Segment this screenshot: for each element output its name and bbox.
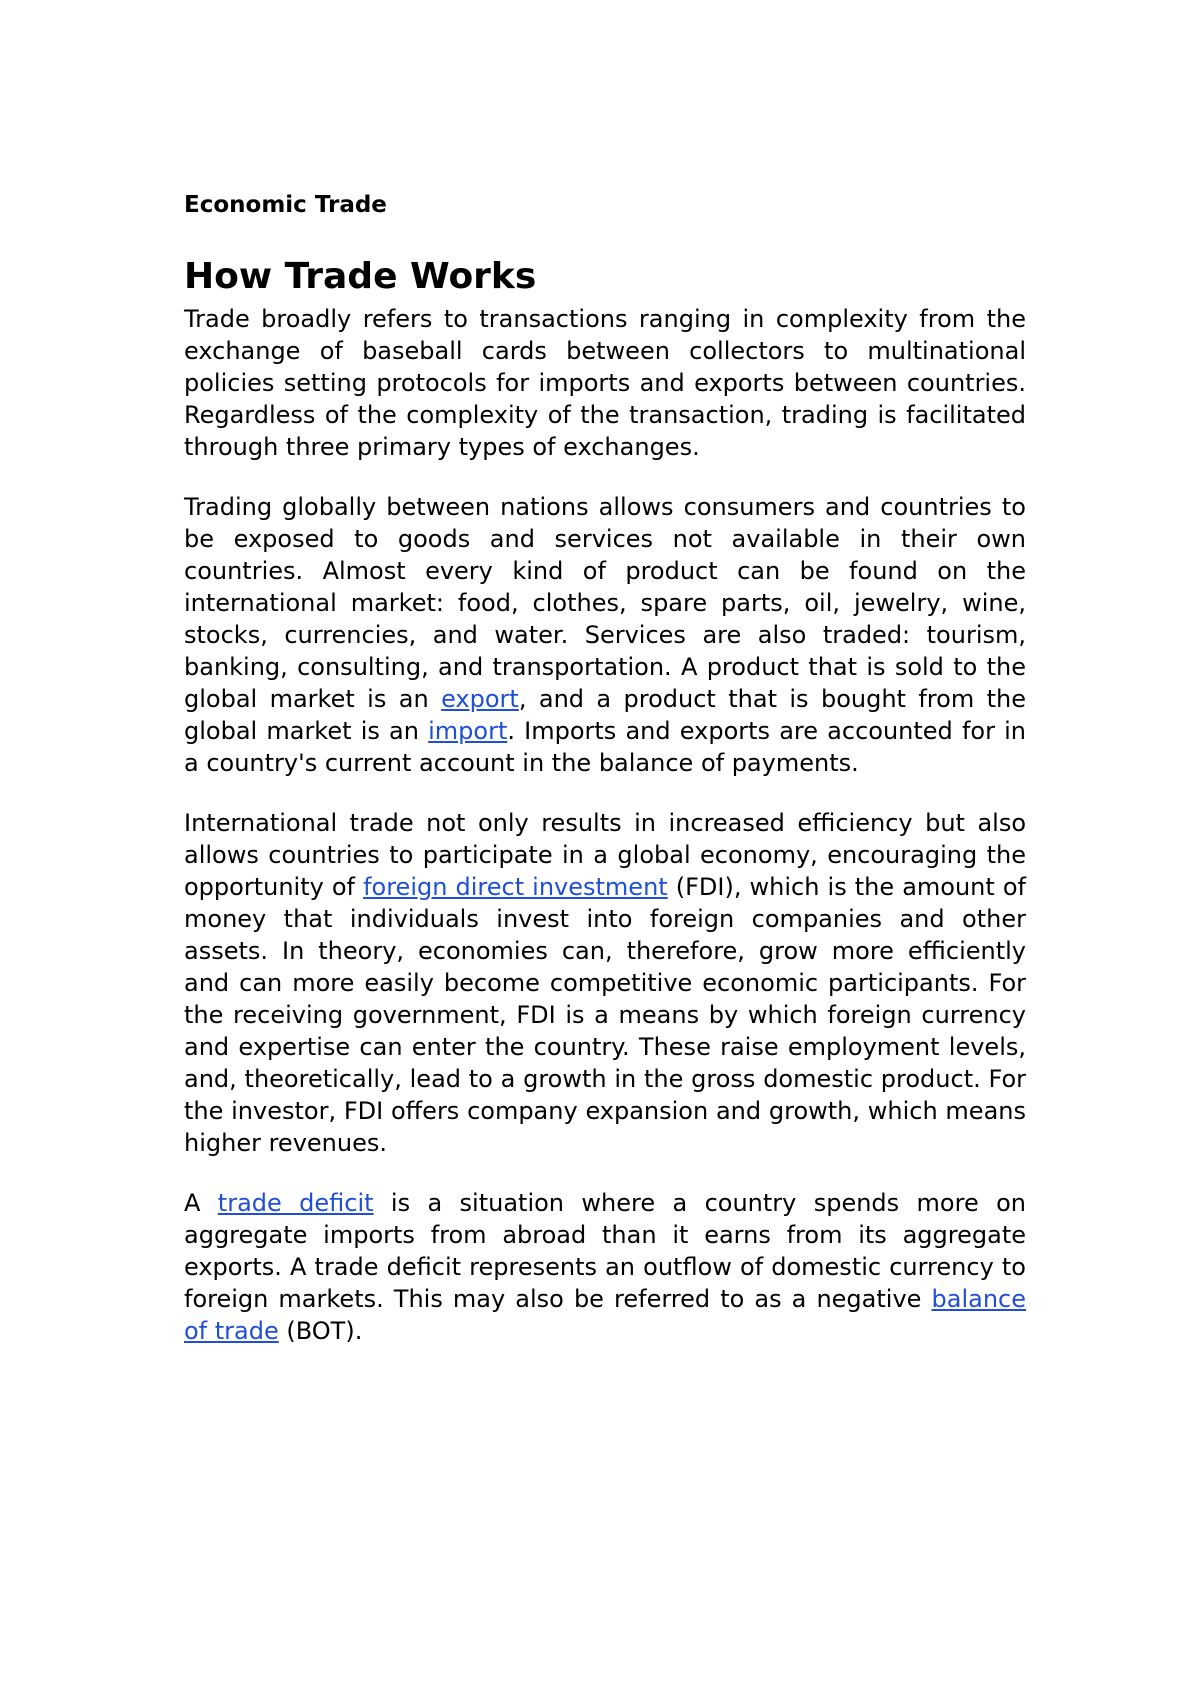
paragraph-global-trading (184, 491, 1026, 779)
paragraph-text: Trading globally between nations allows consumers and countries to be exposed to goods and services not available in their own countries. Almost every kind of product can be found on the international market: food, clothes, spare parts, oil, jewelry, wine, stocks, currencies, and water. Services are also traded: tourism, banking, consulting, and transportation. A product that is sold to the global market is an (184, 493, 1026, 713)
paragraph-trade-deficit (184, 1187, 1026, 1347)
balance-of-trade-link[interactable]: balance of trade (184, 1285, 1026, 1345)
trade-deficit-link[interactable]: trade deficit (217, 1189, 374, 1217)
document-body (184, 188, 1026, 1375)
paragraph-text: . Imports and exports are accounted for in a country's current account in the balance of payments. (184, 717, 1026, 777)
paragraph-text: is a situation where a country spends more on aggregate imports from abroad than it earns from its aggregate exports. A trade deficit represents an outflow of domestic currency to foreign markets. This may also be referred to as a negative (184, 1189, 1026, 1313)
document-title: Economic Trade (184, 192, 387, 218)
paragraph-international-trade (184, 807, 1026, 1159)
foreign-direct-investment-link[interactable]: foreign direct investment (363, 873, 668, 901)
paragraph-text: International trade not only results in increased efficiency but also allows countries to participate in a global economy, encouraging the opportunity of (184, 809, 1026, 901)
paragraph-text: , and a product that is bought from the global market is an (184, 685, 1026, 745)
paragraph-text: Trade broadly refers to transactions ranging in complexity from the exchange of baseball cards between collectors to multinational policies setting protocols for imports and exports between countries. Regardless of the complexity of the transaction, trading is facilitated through three primary types of exchanges. (184, 305, 1026, 461)
paragraph-text: (FDI), which is the amount of money that individuals invest into foreign companies and other assets. In theory, economies can, therefore, grow more efficiently and can more easily become competitive economic participants. For the receiving government, FDI is a means by which foreign currency and expertise can enter the country. These raise employment levels, and, theoretically, lead to a growth in the gross domestic product. For the investor, FDI offers company expansion and growth, which means higher revenues. (184, 873, 1026, 1157)
paragraph-trade-definition (184, 303, 1026, 463)
paragraph-text: A (184, 1189, 218, 1217)
import-link[interactable]: import (428, 717, 508, 745)
section-heading: How Trade Works (184, 256, 537, 297)
export-link[interactable]: export (441, 685, 519, 713)
paragraph-text: (BOT). (278, 1317, 363, 1345)
